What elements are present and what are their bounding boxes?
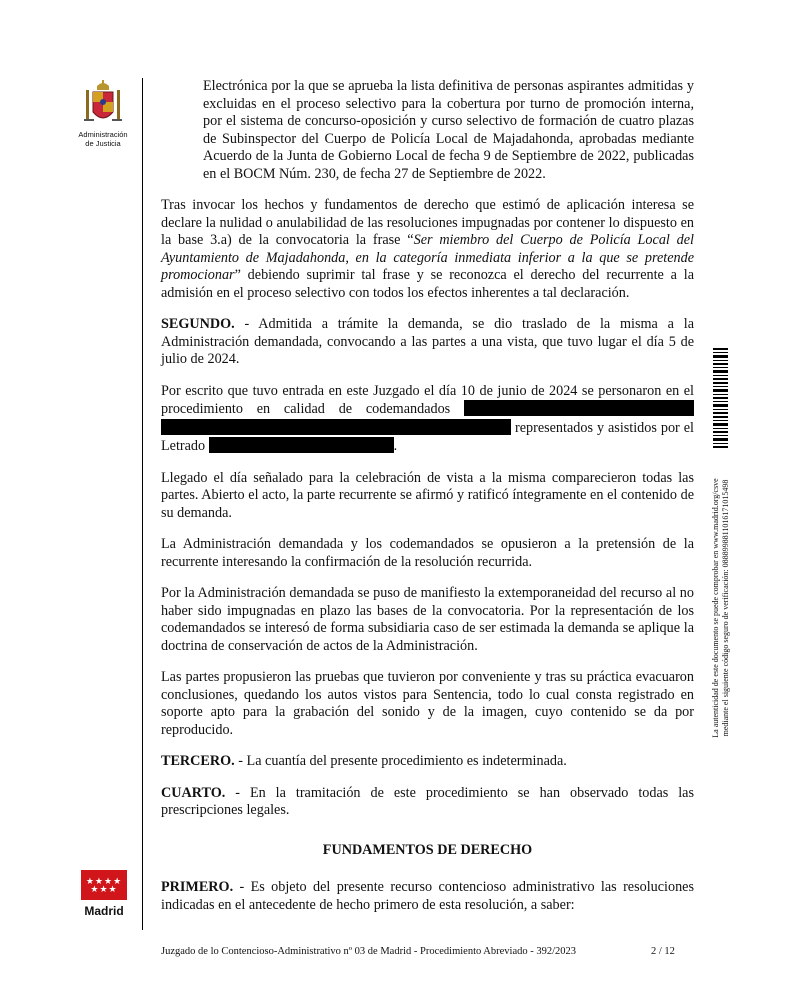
paragraph-segundo — [161, 316, 694, 369]
codemandados-text-end: . — [393, 438, 398, 454]
barcode-icon — [713, 348, 728, 448]
crest-label-line1: Administración — [78, 130, 128, 139]
tercero-label: TERCERO. — [161, 753, 235, 769]
tercero-text: - La cuantía del presente procedimiento es indeterminada. — [234, 753, 567, 769]
quoted-phrase: Ser miembro del Cuerpo de Policía Local del Ayuntamiento de Majadahonda, en la categoría inmediata inferior a la que se pretende promocionar — [161, 232, 694, 283]
cuarto-text: - En la tramitación de este procedimiento se han observado todas las prescripciones legales. — [161, 784, 694, 818]
flag-stars-bottom: ★★★ — [90, 884, 118, 894]
footer-court-text: Juzgado de lo Contencioso-Administrativo nº 03 de Madrid - Procedimiento Abreviado - 392/2023 — [161, 946, 577, 957]
verification-sidebar — [701, 348, 741, 748]
claim-text-start: Tras invocar los hechos y fundamentos de derecho que estimó de aplicación interesa se declare la nulidad o anulabilidad de las resoluciones impugnadas por contener lo dispuesto en la base 3.a) de la convocatoria la frase “ — [161, 197, 694, 248]
verification-line1: La autenticidad de este documento se puede comprobar en www.madrid.org/csve — [711, 478, 720, 738]
primero-text: - Es objeto del presente recurso contencioso administrativo las resoluciones indicadas en el antecedente de hecho primero de esta resolución, a saber: — [161, 879, 694, 913]
redaction-block — [161, 419, 511, 435]
crest-label-line2: de Justicia — [85, 139, 121, 148]
cuarto-label: CUARTO. — [161, 784, 226, 801]
page-number: 2 / 12 — [651, 946, 675, 957]
segundo-label: SEGUNDO. — [161, 316, 235, 332]
verification-text — [711, 453, 731, 763]
paragraph-vista: Llegado el día señalado para la celebración de vista a la misma comparecieron todas las partes. Abierto el acto, la parte recurrente se afirmó y ratificó íntegramente en el contenido de su demanda. — [161, 469, 694, 521]
section-heading: FUNDAMENTOS DE DERECHO — [322, 841, 533, 858]
paragraph-codemandados — [161, 383, 694, 456]
paragraph-primero — [161, 879, 694, 914]
document-body — [161, 78, 694, 928]
redaction-block — [464, 400, 694, 416]
segundo-text: - Admitida a trámite la demanda, se dio traslado de la misma a la Administración demandada, convocando a las partes a una vista, que tuvo lugar el día 5 de julio de 2024. — [161, 316, 694, 367]
paragraph-oposicion: La Administración demandada y los codemandados se opusieron a la pretensión de la recurrente interesando la confirmación de la resolución recurrida. — [161, 536, 694, 570]
quoted-resolution: Electrónica por la que se aprueba la lista definitiva de personas aspirantes admitidas y excluidas en el proceso selectivo para la cobertura por turno de promoción interna, por el sistema de concurso-oposición y curso selectivo de formación de cuatro plazas de Subinspector del Cuerpo de Policía Local de Majadahonda, aprobadas mediante Acuerdo de la Junta de Gobierno Local de fecha 9 de Septiembre de 2022, publicadas en el BOCM Núm. 230, de fecha 27 de Septiembre de 2022. — [203, 78, 694, 182]
claim-text-end: ” debiendo suprimir tal frase y se reconozca el derecho del recurrente a la admisión en el proceso selectivo con todos los efectos inherentes a tal declaración. — [161, 267, 694, 301]
paragraph-tercero — [161, 753, 694, 771]
paragraph-cuarto — [161, 785, 694, 820]
page-footer — [161, 946, 694, 957]
spanish-crest-icon — [80, 80, 126, 128]
primero-label: PRIMERO. — [161, 879, 234, 895]
flag-stars-top: ★★★★ — [85, 876, 123, 886]
madrid-flag-icon — [81, 870, 127, 900]
madrid-label: Madrid — [84, 904, 124, 918]
margin-rule — [142, 78, 143, 930]
redaction-block — [209, 437, 394, 453]
paragraph-extemporaneidad: Por la Administración demandada se puso de manifiesto la extemporaneidad del recurso al no haber sido impugnadas en plazo las bases de la convocatoria. Por la representación de los codemandados se interesó de forma subsidiaria caso de ser estimada la demanda se aplique la doctrina de conservación de actos de la Administración. — [161, 585, 694, 654]
verification-line2: mediante el siguiente código seguro de verificación: 0888998811016171015498 — [721, 479, 730, 737]
codemandados-text-start: Por escrito que tuvo entrada en este Juzgado el día 10 de junio de 2024 se personaron en el procedimiento en calidad de codemandados — [161, 382, 694, 417]
paragraph-claim — [161, 197, 694, 302]
crest-label — [66, 130, 140, 148]
codemandados-text-middle: representados y asistidos por el Letrado — [161, 419, 694, 454]
paragraph-pruebas: Las partes propusieron las pruebas que tuvieron por conveniente y tras su práctica evacuaron conclusiones, quedando los autos vistos para Sentencia, todo lo cual consta registrado en soporte apto para la grabación del sonido y de la imagen, cuyo contenido se da por reproducido. — [161, 669, 694, 738]
